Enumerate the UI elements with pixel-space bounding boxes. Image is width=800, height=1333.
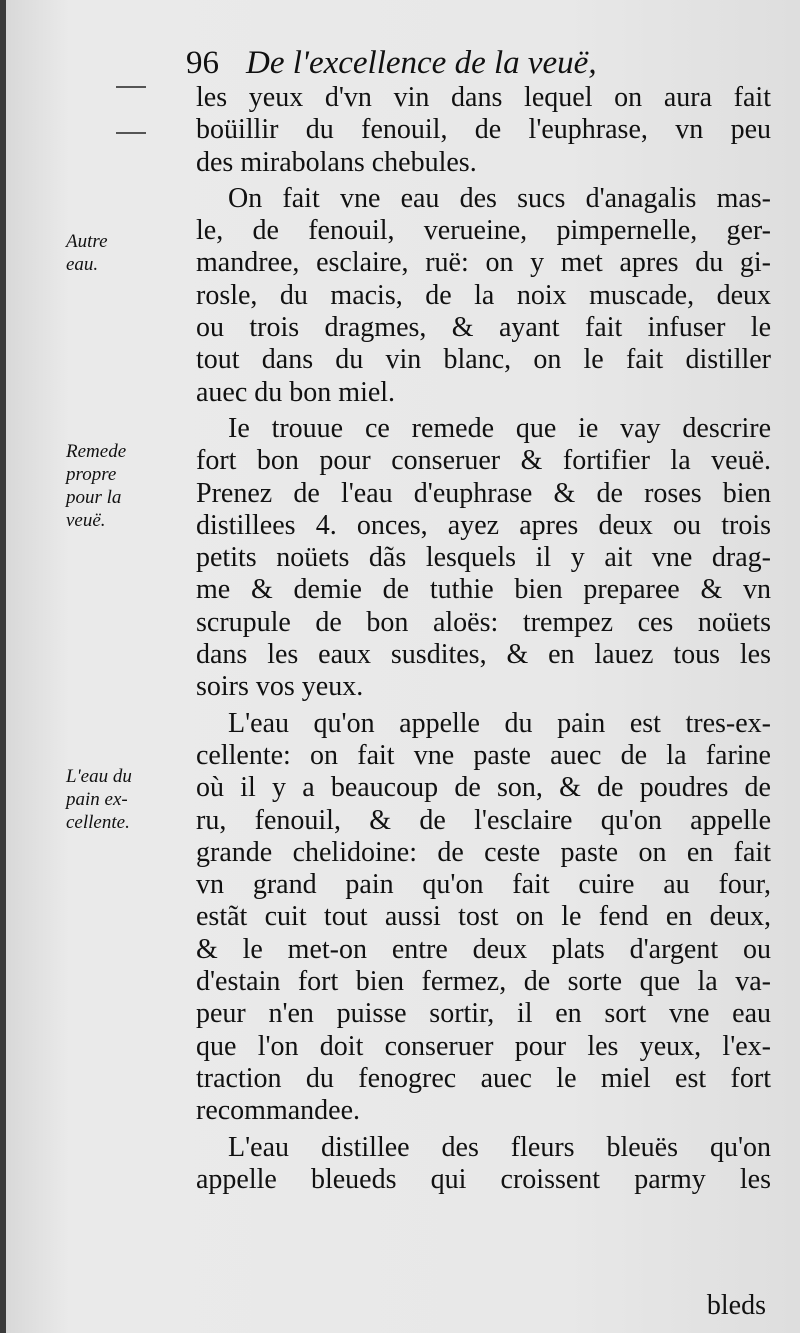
text-line: soirs vos yeux. [196,671,364,703]
margin-note-line: Autre [66,231,108,252]
margin-note-eau-du-pain [66,765,186,834]
text-line: fort bon pour conseruer & fortifier la veuë. [196,445,771,477]
text-line: traction du fenogrec auec le miel est fort [196,1062,771,1094]
text-line: tout dans du vin blanc, on le fait distiller [196,344,771,376]
text-line: des mirabolans chebules. [196,146,477,178]
text-line: auec du bon miel. [196,376,396,408]
running-title: De l'excellence de la veuë, [246,45,597,81]
book-page [6,0,800,1333]
text-line: Ie trouue ce remede que ie vay descrire [228,412,771,444]
margin-note-line: cellente. [66,812,130,833]
text-line: rosle, du macis, de la noix muscade, deux [196,279,771,311]
text-line: petits noüets dãs lesquels il y ait vne drag- [196,542,771,574]
page-number: 96 [186,45,219,81]
text-line: les yeux d'vn vin dans lequel on aura fait [196,82,771,113]
running-header [186,38,766,88]
margin-note-line: eau. [66,254,99,275]
body-text [196,82,771,1196]
text-line: & le met-on entre deux plats d'argent ou [196,933,771,965]
text-line: mandree, esclaire, ruë: on y met apres du gi- [196,247,771,279]
text-line: ou trois dragmes, & ayant fait infuser le [196,312,771,344]
margin-note-autre-eau [66,230,186,276]
margin-dash [116,86,146,88]
text-line: vn grand pain qu'on fait cuire au four, [196,869,771,901]
margin-note-line: L'eau du [66,766,132,787]
text-line: ru, fenouil, & de l'esclaire qu'on appelle [196,804,771,836]
catchword: bleds [706,1290,766,1321]
text-line: On fait vne eau des sucs d'anagalis mas- [228,182,771,214]
text-line: scrupule de bon aloës: trempez ces noüets [196,606,771,638]
text-line: le, de fenouil, verueine, pimpernelle, ger- [196,215,771,247]
text-line: L'eau distillee des fleurs bleuës qu'on [228,1131,771,1163]
margin-note-line: pain ex- [66,789,128,810]
text-line: cellente: on fait vne paste auec de la farine [196,739,771,771]
margin-note-line: veuë. [66,510,106,531]
text-line: Prenez de l'eau d'euphrase & de roses bien [196,477,771,509]
margin-note-remede [66,440,186,532]
text-line: distillees 4. onces, ayez apres deux ou trois [196,509,771,541]
text-line: peur n'en puisse sortir, il en sort vne eau [196,998,771,1030]
margin-note-line: propre [66,464,117,485]
text-line: L'eau qu'on appelle du pain est tres-ex- [228,707,771,739]
text-line: où il y a beaucoup de son, & de poudres de [196,772,771,804]
text-line: boüillir du fenouil, de l'euphrase, vn peu [196,114,771,146]
margin-dash [116,132,146,134]
text-line: appelle bleueds qui croissent parmy les [196,1163,771,1195]
text-line: me & demie de tuthie bien preparee & vn [196,574,771,606]
margin-note-line: pour la [66,487,122,508]
text-line: dans les eaux susdites, & en lauez tous les [196,639,771,671]
text-line: recommandee. [196,1095,361,1127]
text-line: estãt cuit tout aussi tost on le fend en deux, [196,901,771,933]
text-line: d'estain fort bien fermez, de sorte que la va- [196,966,771,998]
text-line: que l'on doit conseruer pour les yeux, l'ex- [196,1030,771,1062]
margin-note-line: Remede [66,441,127,462]
text-line: grande chelidoine: de ceste paste on en fait [196,836,771,868]
